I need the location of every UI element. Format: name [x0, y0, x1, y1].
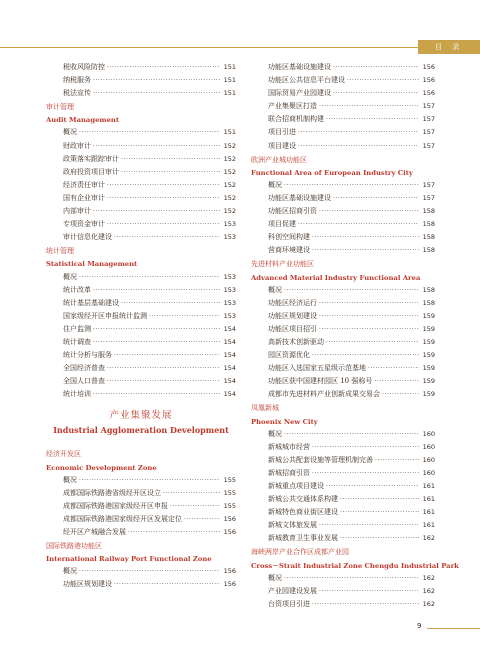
- section-title-zh: 审计管理: [46, 103, 74, 112]
- dot-leader: [312, 247, 419, 254]
- toc-entry-label: 内部审计: [63, 207, 91, 216]
- toc-entry-page: 162: [422, 573, 435, 582]
- dot-leader: [284, 182, 419, 189]
- toc-entry-label: 功能区公共信息平台建设: [268, 76, 345, 85]
- toc-entry[interactable]: [251, 455, 435, 468]
- toc-entry-label: 统计基层基础建设: [63, 298, 119, 307]
- toc-entry-label: 国有企业审计: [63, 193, 105, 202]
- toc-entry-label: 统计分析与服务: [63, 351, 112, 360]
- toc-entry[interactable]: [251, 101, 435, 114]
- toc-entry-page: 162: [422, 599, 435, 608]
- toc-entry-page: 159: [422, 311, 435, 320]
- toc-entry-page: 153: [223, 298, 236, 307]
- toc-entry-page: 152: [223, 141, 236, 150]
- section-title-en: Audit Management: [46, 116, 120, 125]
- toc-entry-label: 营商环境建设: [268, 246, 310, 255]
- dot-leader: [149, 313, 220, 320]
- toc-entry-page: 160: [422, 455, 435, 464]
- toc-entry-label: 经济责任审计: [63, 180, 105, 189]
- section-title-zh: 国际铁路港功能区: [46, 542, 102, 551]
- toc-entry[interactable]: [46, 311, 236, 324]
- dot-leader: [319, 588, 419, 595]
- section-title-zh: 海峡两岸产业合作区成都产业园: [251, 548, 349, 557]
- dot-leader: [368, 365, 419, 372]
- dot-leader: [319, 522, 419, 529]
- toc-entry-label: 成都国际铁路港省级经开区设立: [63, 488, 161, 497]
- toc-entry[interactable]: [46, 363, 236, 376]
- toc-entry-page: 157: [422, 115, 435, 124]
- section-title-en: Phoenix New City: [251, 417, 318, 426]
- toc-entry-page: 156: [422, 89, 435, 98]
- dot-leader: [79, 568, 220, 575]
- toc-entry[interactable]: [251, 363, 435, 376]
- toc-entry-page: 152: [223, 154, 236, 163]
- toc-entry-label: 概况: [63, 272, 77, 281]
- toc-entry-label: 经开区产城融合发展: [63, 528, 126, 536]
- section-title-zh: 先进材料产业功能区: [251, 260, 314, 269]
- toc-entry-page: 153: [223, 233, 236, 242]
- toc-entry-label: 成都国际铁路港国家级经开区申报: [63, 501, 168, 510]
- part-title-en: Industrial Agglomeration Development: [53, 425, 229, 436]
- toc-entry[interactable]: [251, 337, 435, 350]
- toc-entry[interactable]: [46, 272, 236, 285]
- toc-entry-label: 功能区基础设施建设: [268, 63, 331, 71]
- toc-entry[interactable]: [46, 180, 236, 193]
- toc-entry[interactable]: [46, 324, 236, 337]
- toc-entry-page: 154: [223, 324, 236, 333]
- dot-leader: [326, 483, 419, 490]
- toc-entry-label: 新城招商引资: [268, 468, 310, 477]
- toc-entry-label: 新城重点项目建设: [268, 482, 324, 490]
- dot-leader: [340, 496, 419, 503]
- toc-entry[interactable]: [251, 75, 435, 88]
- toc-entry-page: 158: [422, 233, 435, 242]
- footer-rule: [427, 628, 480, 629]
- toc-entry-page: 157: [422, 180, 435, 189]
- toc-entry-page: 161: [422, 482, 435, 490]
- toc-entry-page: 151: [223, 89, 236, 98]
- dot-leader: [93, 391, 220, 398]
- toc-entry[interactable]: [251, 494, 435, 507]
- toc-entry[interactable]: [46, 389, 236, 402]
- toc-entry[interactable]: [251, 376, 435, 389]
- dot-leader: [333, 90, 419, 97]
- section-title-en: Statistical Management: [46, 260, 138, 269]
- dot-leader: [170, 503, 220, 510]
- dot-leader: [107, 64, 220, 71]
- toc-entry-page: 154: [223, 337, 236, 346]
- dot-leader: [326, 116, 419, 123]
- toc-entry-label: 税法宣传: [63, 89, 91, 98]
- toc-entry-page: 153: [223, 285, 236, 294]
- dot-leader: [93, 326, 220, 333]
- toc-entry-label: 功能区招商引资: [268, 207, 317, 216]
- toc-entry-page: 154: [223, 377, 236, 386]
- toc-entry-label: 项目引进: [268, 128, 296, 137]
- toc-entry[interactable]: [46, 376, 236, 389]
- toc-entry[interactable]: [46, 206, 236, 219]
- section-title-en: Advanced Material Industry Functional Area: [251, 273, 421, 282]
- toc-entry[interactable]: [46, 285, 236, 298]
- toc-entry[interactable]: [251, 311, 435, 324]
- dot-leader: [79, 274, 220, 281]
- toc-entry-page: 159: [422, 324, 435, 333]
- dot-leader: [121, 156, 220, 163]
- toc-entry-page: 152: [223, 180, 236, 189]
- toc-entry-page: 156: [422, 63, 435, 71]
- toc-entry-page: 162: [422, 586, 435, 595]
- section-title-en: Functional Area of European Industry City: [251, 168, 413, 177]
- toc-left-column: [46, 62, 236, 592]
- dot-leader: [121, 300, 220, 307]
- dot-leader: [93, 208, 220, 215]
- dot-leader: [107, 182, 220, 189]
- toc-entry-label: 科创空间构建: [268, 233, 310, 242]
- section-title-zh: 经济开发区: [46, 450, 81, 459]
- toc-entry[interactable]: [46, 219, 236, 232]
- toc-entry-label: 政策落实跟踪审计: [63, 154, 119, 163]
- toc-entry[interactable]: [251, 533, 435, 546]
- dot-leader: [312, 601, 419, 608]
- toc-entry-label: 联合招商机制构建: [268, 115, 324, 124]
- toc-entry-page: 158: [422, 298, 435, 307]
- toc-entry-label: 住户监测: [63, 324, 91, 333]
- toc-entry[interactable]: [251, 232, 435, 245]
- toc-entry[interactable]: [251, 298, 435, 311]
- toc-entry-label: 功能区经济运行: [268, 298, 317, 307]
- dot-leader: [79, 477, 220, 484]
- toc-entry-page: 158: [422, 207, 435, 216]
- toc-entry-label: 成都国际铁路港国家级经开区发展定位: [63, 514, 182, 523]
- toc-entry[interactable]: [46, 501, 236, 514]
- toc-entry[interactable]: [251, 586, 435, 599]
- toc-entry-label: 统计改革: [63, 285, 91, 294]
- toc-entry-label: 新城公共配套设施等管理机制完善: [268, 455, 373, 464]
- dot-leader: [284, 431, 419, 438]
- toc-entry[interactable]: [46, 566, 236, 579]
- toc-entry[interactable]: [251, 389, 435, 402]
- dot-leader: [340, 535, 419, 542]
- toc-entry-page: 153: [223, 220, 236, 229]
- toc-entry-page: 161: [422, 508, 435, 517]
- toc-entry-label: 审计信息化建设: [63, 233, 112, 242]
- toc-entry-page: 159: [422, 351, 435, 360]
- toc-entry[interactable]: [46, 62, 236, 75]
- toc-entry-page: 159: [422, 377, 435, 386]
- toc-entry[interactable]: [251, 180, 435, 193]
- dot-leader: [107, 378, 220, 385]
- header-bar: [0, 40, 480, 56]
- toc-entry-page: 156: [223, 567, 236, 576]
- dot-leader: [319, 103, 419, 110]
- toc-entry[interactable]: [46, 298, 236, 311]
- toc-entry[interactable]: [251, 141, 435, 154]
- toc-entry-page: 155: [223, 488, 236, 497]
- toc-entry[interactable]: [251, 324, 435, 337]
- dot-leader: [333, 64, 419, 71]
- dot-leader: [114, 581, 220, 588]
- toc-entry-label: 高新技术创新驱动: [268, 337, 324, 346]
- toc-entry-label: 功能区基础设施建设: [268, 193, 331, 202]
- dot-leader: [107, 365, 220, 372]
- toc-entry[interactable]: [46, 88, 236, 101]
- dot-leader: [319, 300, 419, 307]
- toc-right-column: [251, 62, 459, 612]
- toc-entry-page: 154: [223, 390, 236, 399]
- toc-entry[interactable]: [251, 507, 435, 520]
- section-title-en: International Railway Port Functional Zone: [46, 555, 212, 564]
- toc-entry[interactable]: [46, 127, 236, 140]
- dot-leader: [333, 195, 419, 202]
- toc-entry-page: 152: [223, 207, 236, 216]
- toc-entry[interactable]: [251, 573, 435, 586]
- toc-entry-label: 全国人口普查: [63, 377, 105, 386]
- toc-entry-label: 产业园建设发展: [268, 586, 317, 595]
- toc-entry-label: 新城城市经营: [268, 442, 310, 451]
- toc-entry[interactable]: [46, 75, 236, 88]
- dot-leader: [114, 234, 220, 241]
- toc-entry-page: 157: [422, 102, 435, 111]
- dot-leader: [326, 339, 419, 346]
- toc-entry-page: 156: [422, 76, 435, 85]
- toc-entry[interactable]: [46, 579, 236, 592]
- toc-entry[interactable]: [46, 232, 236, 245]
- dot-leader: [374, 378, 419, 385]
- toc-entry-page: 161: [422, 521, 435, 530]
- dot-leader: [121, 169, 220, 176]
- toc-entry-label: 新城教育卫生事业发展: [268, 534, 338, 543]
- dot-leader: [93, 90, 220, 97]
- toc-entry[interactable]: [251, 114, 435, 127]
- dot-leader: [312, 234, 419, 241]
- toc-entry-page: 156: [223, 514, 236, 523]
- toc-entry-label: 项目建设: [268, 141, 296, 150]
- toc-entry-label: 园区资源优化: [268, 351, 310, 360]
- toc-entry[interactable]: [46, 167, 236, 180]
- toc-entry[interactable]: [46, 193, 236, 206]
- dot-leader: [340, 509, 419, 516]
- toc-entry[interactable]: [46, 514, 236, 527]
- toc-entry[interactable]: [251, 520, 435, 533]
- toc-entry[interactable]: [46, 527, 236, 540]
- page-number: 9: [417, 622, 422, 630]
- dot-leader: [128, 529, 220, 536]
- dot-leader: [298, 129, 419, 136]
- toc-entry-page: 158: [422, 246, 435, 255]
- dot-leader: [312, 352, 419, 359]
- section-title-en: Economic Development Zone: [46, 463, 157, 472]
- dot-leader: [93, 339, 220, 346]
- dot-leader: [319, 326, 419, 333]
- toc-entry[interactable]: [46, 475, 236, 488]
- toc-entry-label: 新城文体旅发展: [268, 521, 317, 530]
- dot-leader: [93, 287, 220, 294]
- toc-entry-label: 全国经济普查: [63, 364, 105, 373]
- dot-leader: [298, 143, 419, 150]
- header-rule: [0, 47, 480, 48]
- toc-entry-label: 新城公共交通体系构建: [268, 495, 338, 504]
- toc-entry-label: 项目促建: [268, 220, 296, 229]
- footer: [0, 622, 480, 634]
- dot-leader: [382, 391, 419, 398]
- toc-entry-page: 154: [223, 364, 236, 373]
- toc-entry-page: 159: [422, 337, 435, 346]
- toc-entry-page: 158: [422, 285, 435, 294]
- toc-entry-page: 152: [223, 193, 236, 202]
- dot-leader: [347, 77, 419, 84]
- toc-entry-label: 国家级经开区申报统计监测: [63, 311, 147, 320]
- toc-entry-page: 154: [223, 351, 236, 360]
- toc-entry-page: 156: [223, 528, 236, 536]
- toc-entry[interactable]: [46, 488, 236, 501]
- toc-entry-label: 概况: [268, 285, 282, 294]
- toc-entry-label: 概况: [63, 567, 77, 576]
- dot-leader: [312, 444, 419, 451]
- toc-entry-label: 功能区规划建设: [268, 311, 317, 320]
- toc-entry-label: 概况: [268, 429, 282, 438]
- toc-entry-label: 功能区项目招引: [268, 324, 317, 333]
- section-title-zh: 统计管理: [46, 247, 74, 256]
- toc-entry-page: 160: [422, 429, 435, 438]
- toc-entry-label: 功能区规划建设: [63, 580, 112, 589]
- toc-entry-label: 财政审计: [63, 141, 91, 150]
- toc-entry[interactable]: [251, 468, 435, 481]
- dot-leader: [284, 575, 419, 582]
- toc-entry-page: 151: [223, 63, 236, 71]
- toc-entry-label: 功能区获中国建材园区 10 强称号: [268, 377, 373, 386]
- toc-entry[interactable]: [46, 350, 236, 363]
- toc-entry-label: 专项资金审计: [63, 220, 105, 229]
- toc-entry[interactable]: [251, 599, 435, 612]
- part-heading: [46, 408, 236, 436]
- toc-entry[interactable]: [46, 337, 236, 350]
- section-title-en: Cross－Strait Industrial Zone Chengdu Industrial Park: [251, 561, 459, 570]
- toc-entry[interactable]: [251, 206, 435, 219]
- toc-entry-page: 156: [223, 580, 236, 589]
- toc-entry[interactable]: [251, 88, 435, 101]
- dot-leader: [114, 352, 220, 359]
- toc-entry[interactable]: [251, 442, 435, 455]
- toc-entry-label: 统计培训: [63, 390, 91, 399]
- contents-tab: 目 录: [418, 40, 480, 54]
- toc-entry-page: 159: [422, 364, 435, 373]
- toc-entry-label: 台资项目引进: [268, 599, 310, 608]
- toc-entry-page: 158: [422, 220, 435, 229]
- dot-leader: [107, 195, 220, 202]
- toc-entry-page: 155: [223, 501, 236, 510]
- toc-entry[interactable]: [251, 127, 435, 140]
- toc-entry-page: 160: [422, 442, 435, 451]
- toc-entry-label: 概况: [63, 475, 77, 484]
- toc-entry[interactable]: [251, 481, 435, 494]
- toc-entry[interactable]: [251, 193, 435, 206]
- toc-entry[interactable]: [251, 350, 435, 363]
- dot-leader: [93, 143, 220, 150]
- toc-entry[interactable]: [251, 62, 435, 75]
- toc-entry-page: 151: [223, 76, 236, 85]
- dot-leader: [79, 129, 220, 136]
- toc-entry-page: 153: [223, 272, 236, 281]
- dot-leader: [107, 221, 220, 228]
- part-title-zh: 产业集聚发展: [109, 410, 173, 422]
- toc-entry-page: 152: [223, 167, 236, 176]
- toc-entry-page: 157: [422, 128, 435, 137]
- toc-entry-page: 151: [223, 128, 236, 137]
- toc-entry[interactable]: [251, 219, 435, 232]
- dot-leader: [184, 516, 220, 523]
- dot-leader: [284, 287, 419, 294]
- toc-entry-label: 概况: [63, 128, 77, 137]
- toc-entry-page: 162: [422, 534, 435, 543]
- toc-entry-label: 成都市先进材料产业创新成果交易会: [268, 390, 380, 399]
- toc-entry-page: 155: [223, 475, 236, 484]
- toc-entry-label: 政府投资项目审计: [63, 167, 119, 176]
- toc-entry[interactable]: [46, 141, 236, 154]
- toc-entry-label: 国际贸易产业园建设: [268, 89, 331, 98]
- toc-entry-label: 产业集聚区打造: [268, 102, 317, 111]
- dot-leader: [93, 77, 220, 84]
- toc-entry-label: 统计调查: [63, 337, 91, 346]
- toc-entry-page: 161: [422, 495, 435, 504]
- toc-entry-label: 概况: [268, 180, 282, 189]
- toc-entry-page: 157: [422, 141, 435, 150]
- toc-entry-label: 纳税服务: [63, 76, 91, 85]
- dot-leader: [163, 490, 220, 497]
- dot-leader: [319, 313, 419, 320]
- section-title-zh: 凤凰新城: [251, 404, 279, 413]
- dot-leader: [375, 457, 419, 464]
- toc-entry-label: 新城特色商业街区建设: [268, 508, 338, 517]
- toc-entry-label: 税收风险防控: [63, 63, 105, 71]
- toc-entry[interactable]: [46, 154, 236, 167]
- toc-entry[interactable]: [251, 245, 435, 258]
- dot-leader: [319, 208, 419, 215]
- toc-entry[interactable]: [251, 285, 435, 298]
- toc-entry-label: 概况: [268, 573, 282, 582]
- toc-entry-page: 160: [422, 468, 435, 477]
- toc-entry[interactable]: [251, 429, 435, 442]
- dot-leader: [312, 470, 419, 477]
- toc-entry-page: 159: [422, 390, 435, 399]
- toc-entry-label: 功能区入选国家五星级示范基地: [268, 364, 366, 373]
- toc-entry-page: 153: [223, 311, 236, 320]
- section-title-zh: 欧洲产业城功能区: [251, 155, 307, 164]
- dot-leader: [298, 221, 419, 228]
- toc-entry-page: 157: [422, 193, 435, 202]
